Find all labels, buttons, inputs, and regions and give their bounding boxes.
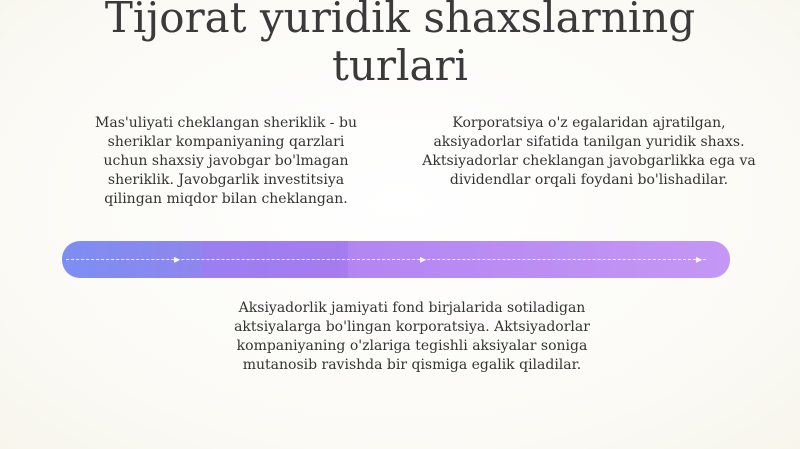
- type-description-3: Aksiyadorlik jamiyati fond birjalarida sotiladigan aktsiyalarga bo'lingan korporatsiya. Aktsiyadorlar kompaniyaning o'zlariga tegishli aksiyalar soniga mutanosib ravishda bir qismiga egalik qiladilar.: [234, 300, 590, 373]
- arrow-right-icon: ▸: [174, 252, 181, 266]
- timeline-track: [62, 241, 730, 278]
- type-description-2: Korporatsiya o'z egalaridan ajratilgan, aksiyadorlar sifatida tanilgan yuridik shaxs. Aktsiyadorlar cheklangan javobgarlikka ega va dividendlar orqali foydani bo'lishadilar.: [422, 115, 756, 188]
- arrow-right-icon: ▸: [696, 252, 703, 266]
- type-description-1: Mas'uliyati cheklangan sheriklik - bu sheriklar kompaniyaning qarzlari uchun shaxsiy javobgar bo'lmagan sheriklik. Javobgarlik investitsiya qilingan miqdor bilan cheklangan.: [95, 115, 357, 207]
- page-title: Tijorat yuridik shaxslarning turlari: [104, 0, 696, 90]
- arrow-right-icon: ▸: [420, 252, 427, 266]
- timeline-dashed-line: [66, 259, 706, 261]
